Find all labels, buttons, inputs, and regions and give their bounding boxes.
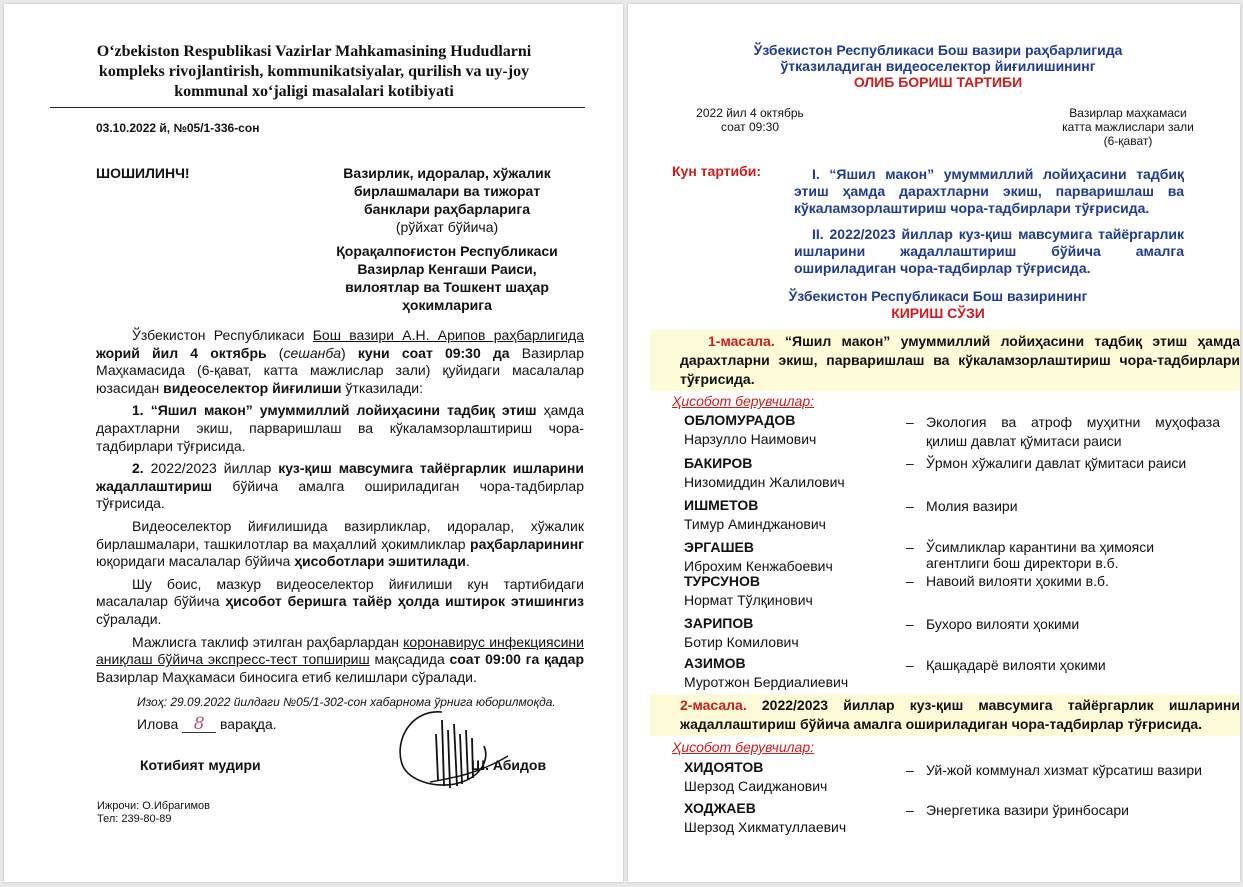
speaker: БАКИРОВ Низомиддин Жалилович xyxy=(684,455,845,490)
speaker: ОБЛОМУРАДОВ Нарзулло Наимович xyxy=(684,412,817,447)
signer-name: Ш. Абидов xyxy=(471,757,547,773)
venue-line: (6-қават) xyxy=(1103,134,1153,148)
speaker: ХОДЖАЕВ Шерзод Хикматуллаевич xyxy=(684,800,847,835)
agenda-item-ii: II. 2022/2023 йиллар куз-қиш мавсумига тайёргарлик ишларини жадаллаштириш бўйича амалга ошириладиган чора-тадбирлар тўғрисида. xyxy=(794,226,1185,276)
addressee-block-2 xyxy=(322,242,572,314)
speaker-position: – Уй-жой коммунал хизмат кўрсатиш вазири xyxy=(906,762,1202,778)
speaker: АЗИМОВ Муротжон Бердиалиевич xyxy=(684,655,849,690)
header-rule xyxy=(50,107,585,108)
agenda-item-2: 2. 2022/2023 йиллар куз-қиш мавсумига тайёргарлик ишларини жадаллаштириш бўйича амалга ошириладиган чора-тадбирлар тўғрисида. xyxy=(96,460,584,512)
note-text: Изоҳ: 29.09.2022 йилдаги №05/1-302-сон хабарнома ўрнига юборилмоқда. xyxy=(137,695,556,709)
attachment-count: 8 xyxy=(182,716,216,733)
agenda-page xyxy=(628,4,1240,882)
title-red: ОЛИБ БОРИШ ТАРТИБИ xyxy=(853,74,1023,90)
speaker-position: – Экология ва атроф муҳитни муҳофаза қилиш давлат қўмитаси раиси xyxy=(906,414,1220,449)
letter-body xyxy=(96,327,584,691)
letter-page xyxy=(4,4,623,882)
paragraph-covid-test: Мажлисга таклиф этилган раҳбарлардан коронавирус инфекциясини аниқлаш бўйича экспресс-тест топшириш мақсадида соат 09:00 га қадар Вазирлар Маҳкамаси биносига етиб келишлари сўралади. xyxy=(96,633,585,685)
meeting-time: соат 09:30 xyxy=(720,120,780,134)
speaker: ИШМЕТОВ Тимур Аминджанович xyxy=(684,497,826,532)
question-1: 1-масала. “Яшил макон” умуммиллий лойиҳасини тадбиқ этиш ҳамда дарахтларни экиш, парваришлаш ва кўкаламзорлаштириш чора-тадбирлари тўғрисида. xyxy=(650,330,1240,391)
signer-title: Котибият мудири xyxy=(140,757,261,773)
paragraph-request: Шу боис, мазкур видеоселектор йиғилиши кун тартибидаги масалалар бўйича ҳисобот беришга тайёр ҳолда иштирок этишингиз сўралади. xyxy=(96,575,584,627)
speech-title: Ўзбекистон Республикаси Бош вазирининг КИРИШ СЎЗИ xyxy=(688,288,1188,322)
addressee-line: банклари раҳбарларига xyxy=(363,201,530,217)
header-line: kommunal xo‘jaligi masalalari kotibiyati xyxy=(174,83,454,100)
speaker-position: – Энергетика вазири ўринбосари xyxy=(906,802,1130,818)
paragraph-reports: Видеоселектор йиғилишида вазирликлар, идоралар, хўжалик бирлашмалари, ташкилотлар ва маҳаллий ҳокимликлар раҳбарларининг юқоридаги масалалар бўйича ҳисоботлари эшитилади. xyxy=(96,517,584,570)
reporters-label-2: Ҳисобот берувчилар: xyxy=(672,739,815,755)
speaker-position: – Ўрмон хўжалиги давлат қўмитаси раиси xyxy=(906,455,1187,471)
phone: Тел: 239-80-89 xyxy=(97,813,172,825)
speaker-position: – Ўсимликлар карантини ва ҳимояси агентлиги бош директори в.б. xyxy=(906,539,1155,571)
agenda-item-i: I. “Яшил макон” умуммиллий лойиҳасини тадбиқ этиш ҳамда дарахтларни экиш, парваришлаш ва кўкаламзорлаштириш чора-тадбирлари тўғрисида. xyxy=(794,166,1184,216)
addressee-line: Вазирлик, идоралар, хўжалик xyxy=(343,165,551,181)
reference-number: 03.10.2022 й, №05/1-336-сон xyxy=(96,121,260,135)
speaker-position: – Бухоро вилояти ҳокими xyxy=(906,616,1080,632)
executor: Ижрочи: О.Ибрагимов xyxy=(97,800,210,812)
speaker: ЭРГАШЕВ Иброхим Кенжабоевич xyxy=(684,539,833,574)
speaker-position: – Навоий вилояти ҳокими в.б. xyxy=(906,573,1109,589)
addressee-line: Қорақалпоғистон Республикаси xyxy=(336,243,558,259)
addressee-note: (рўйхат бўйича) xyxy=(395,219,499,235)
signature-mark xyxy=(382,694,522,804)
agenda-label: Кун тартиби: xyxy=(672,163,762,179)
meeting-date: 2022 йил 4 октябрь xyxy=(696,106,804,120)
venue-line: катта мажлислари зали xyxy=(1062,120,1194,134)
meeting-venue xyxy=(1040,106,1216,148)
letter-header xyxy=(44,42,584,102)
speaker: ХИДОЯТОВ Шерзод Саиджанович xyxy=(684,759,828,794)
urgent-label: ШОШИЛИНЧ! xyxy=(96,165,190,181)
title-line: ўтказиладиган видеоселектор йиғилишининг xyxy=(780,58,1096,74)
addressee-line: вилоятлар ва Тошкент шаҳар xyxy=(345,279,549,295)
title-line: Ўзбекистон Республикаси Бош вазири раҳбарлигида xyxy=(753,42,1123,58)
speaker-position: – Молия вазири xyxy=(906,498,1018,514)
reporters-label-1: Ҳисобот берувчилар: xyxy=(672,393,815,409)
speaker-position: – Қашқадарё вилояти ҳокими xyxy=(906,657,1106,673)
header-line: kompleks rivojlantirish, kommunikatsiyalar, qurilish va uy-joy xyxy=(98,63,530,80)
speech-red: КИРИШ СЎЗИ xyxy=(891,305,985,321)
addressee-line: ҳокимларига xyxy=(402,297,492,313)
venue-line: Вазирлар маҳкамаси xyxy=(1069,106,1187,120)
paragraph-intro: Ўзбекистон Республикаси Бош вазири А.Н. Арипов раҳбарлигида жорий йил 4 октябрь (сешанба) куни соат 09:30 да Вазирлар Маҳкамасида (6-қават, катта мажлислар зали) қуйидаги масалалар юзасидан видеоселектор йиғилиши ўтказилади: xyxy=(96,327,584,396)
speaker: ТУРСУНОВ Нормат Тўлқинович xyxy=(684,573,813,608)
addressee-line: Вазирлар Кенгаши Раиси, xyxy=(357,261,537,277)
meeting-datetime xyxy=(688,106,812,134)
attachment-line: Илова 8 варақда. xyxy=(137,714,277,734)
speaker: ЗАРИПОВ Ботир Комилович xyxy=(684,615,799,650)
addressee-block-1 xyxy=(322,164,572,236)
agenda-item-1: 1. “Яшил макон” умуммиллий лойиҳасини тадбиқ этиш ҳамда дарахтларни экиш, парваришлаш ва кўкаламзорлаштириш чора-тадбирлари тўғрисида. xyxy=(96,402,584,454)
agenda-title xyxy=(688,42,1188,90)
question-2: 2-масала. 2022/2023 йиллар куз-қиш мавсумига тайёргарлик ишларини жадаллаштириш бўйича амалга ошириладиган чора-тадбирлар тўғрисида. xyxy=(650,694,1240,736)
header-line: O‘zbekiston Respublikasi Vazirlar Mahkamasining Hududlarni xyxy=(96,43,532,60)
addressee-line: бирлашмалари ва тижорат xyxy=(353,183,541,199)
